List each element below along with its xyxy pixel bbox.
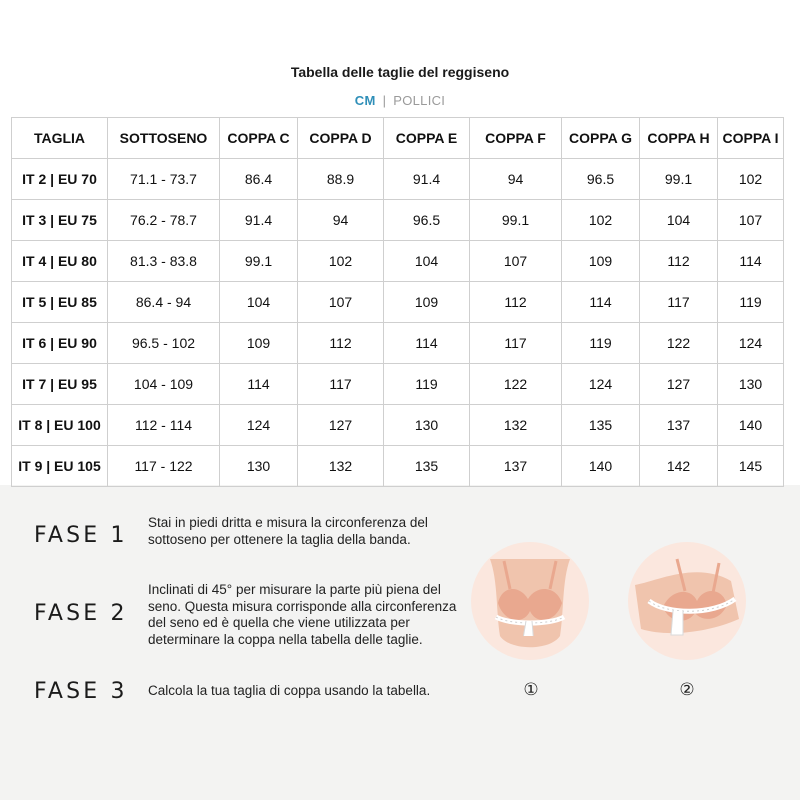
cup-cell: 135 [384, 446, 470, 487]
underbust-cell: 117 - 122 [108, 446, 220, 487]
cup-cell: 99.1 [470, 200, 562, 241]
cup-cell: 124 [220, 405, 298, 446]
size-table [11, 117, 784, 487]
cup-cell: 94 [298, 200, 384, 241]
measurement-steps [0, 485, 800, 800]
table-row [12, 200, 784, 241]
size-label-cell: IT 9 | EU 105 [12, 446, 108, 487]
cup-cell: 119 [562, 323, 640, 364]
size-label-cell: IT 2 | EU 70 [12, 159, 108, 200]
unit-inches-tab[interactable]: POLLICI [393, 93, 446, 108]
underbust-cell: 71.1 - 73.7 [108, 159, 220, 200]
cup-cell: 127 [298, 405, 384, 446]
size-label-cell: IT 5 | EU 85 [12, 282, 108, 323]
cup-cell: 130 [220, 446, 298, 487]
step-3-label: FASE 3 [34, 679, 128, 704]
underbust-cell: 96.5 - 102 [108, 323, 220, 364]
cup-cell: 137 [640, 405, 718, 446]
table-row [12, 159, 784, 200]
cup-cell: 130 [384, 405, 470, 446]
cup-cell: 104 [220, 282, 298, 323]
cup-cell: 114 [718, 241, 784, 282]
cup-cell: 145 [718, 446, 784, 487]
step-2-text: Inclinati di 45° per misurare la parte più piena del seno. Questa misura corrisponde alla circonferenza del seno ed è quella che viene utilizzata per determinare la coppa nella tabella delle taglie. [148, 582, 457, 647]
cup-cell: 112 [298, 323, 384, 364]
cup-cell: 107 [470, 241, 562, 282]
chart-title: Tabella delle taglie del reggiseno [290, 64, 510, 80]
cup-cell: 132 [298, 446, 384, 487]
cup-cell: 117 [640, 282, 718, 323]
cup-cell: 109 [384, 282, 470, 323]
cup-cell: 112 [640, 241, 718, 282]
cup-cell: 102 [298, 241, 384, 282]
column-header: COPPA F [470, 118, 562, 159]
size-label-cell: IT 4 | EU 80 [12, 241, 108, 282]
illustration-2-number: ② [679, 680, 695, 699]
column-header: COPPA C [220, 118, 298, 159]
cup-cell: 114 [562, 282, 640, 323]
cup-cell: 140 [718, 405, 784, 446]
cup-cell: 86.4 [220, 159, 298, 200]
underbust-cell: 112 - 114 [108, 405, 220, 446]
underbust-cell: 104 - 109 [108, 364, 220, 405]
size-label-cell: IT 3 | EU 75 [12, 200, 108, 241]
column-header: TAGLIA [12, 118, 108, 159]
table-header-row [12, 118, 784, 159]
size-label-cell: IT 8 | EU 100 [12, 405, 108, 446]
step-3-text: Calcola la tua taglia di coppa usando la tabella. [148, 683, 431, 698]
bra-measure-lean-icon [627, 541, 747, 661]
size-label-cell: IT 7 | EU 95 [12, 364, 108, 405]
column-header: COPPA E [384, 118, 470, 159]
column-header: COPPA I [718, 118, 784, 159]
underbust-cell: 81.3 - 83.8 [108, 241, 220, 282]
step-1-text: Stai in piedi dritta e misura la circonferenza del sottoseno per ottenere la taglia della banda. [148, 515, 428, 547]
cup-cell: 140 [562, 446, 640, 487]
cup-cell: 122 [470, 364, 562, 405]
step-2-label: FASE 2 [34, 601, 128, 626]
cup-cell: 102 [718, 159, 784, 200]
cup-cell: 91.4 [384, 159, 470, 200]
cup-cell: 109 [220, 323, 298, 364]
cup-cell: 112 [470, 282, 562, 323]
cup-cell: 91.4 [220, 200, 298, 241]
cup-cell: 127 [640, 364, 718, 405]
cup-cell: 102 [562, 200, 640, 241]
unit-switcher [0, 93, 800, 108]
cup-cell: 132 [470, 405, 562, 446]
underbust-cell: 76.2 - 78.7 [108, 200, 220, 241]
cup-cell: 119 [718, 282, 784, 323]
table-row [12, 282, 784, 323]
step-1-label: FASE 1 [34, 523, 128, 548]
cup-cell: 142 [640, 446, 718, 487]
cup-cell: 137 [470, 446, 562, 487]
cup-cell: 88.9 [298, 159, 384, 200]
cup-cell: 117 [470, 323, 562, 364]
unit-cm-tab[interactable]: CM [354, 93, 376, 108]
table-row [12, 323, 784, 364]
cup-cell: 119 [384, 364, 470, 405]
cup-cell: 104 [640, 200, 718, 241]
cup-cell: 104 [384, 241, 470, 282]
column-header: COPPA H [640, 118, 718, 159]
size-label-cell: IT 6 | EU 90 [12, 323, 108, 364]
bra-measure-front-icon [470, 541, 590, 661]
unit-separator: | [382, 93, 387, 108]
table-row [12, 364, 784, 405]
table-row [12, 405, 784, 446]
cup-cell: 117 [298, 364, 384, 405]
cup-cell: 99.1 [640, 159, 718, 200]
cup-cell: 124 [562, 364, 640, 405]
cup-cell: 135 [562, 405, 640, 446]
cup-cell: 96.5 [562, 159, 640, 200]
cup-cell: 107 [298, 282, 384, 323]
underbust-cell: 86.4 - 94 [108, 282, 220, 323]
cup-cell: 130 [718, 364, 784, 405]
column-header: SOTTOSENO [108, 118, 220, 159]
cup-cell: 114 [384, 323, 470, 364]
cup-cell: 107 [718, 200, 784, 241]
cup-cell: 94 [470, 159, 562, 200]
column-header: COPPA D [298, 118, 384, 159]
cup-cell: 114 [220, 364, 298, 405]
illustration-1-number: ① [523, 680, 539, 699]
cup-cell: 96.5 [384, 200, 470, 241]
table-row [12, 446, 784, 487]
cup-cell: 99.1 [220, 241, 298, 282]
column-header: COPPA G [562, 118, 640, 159]
table-row [12, 241, 784, 282]
cup-cell: 124 [718, 323, 784, 364]
cup-cell: 109 [562, 241, 640, 282]
cup-cell: 122 [640, 323, 718, 364]
